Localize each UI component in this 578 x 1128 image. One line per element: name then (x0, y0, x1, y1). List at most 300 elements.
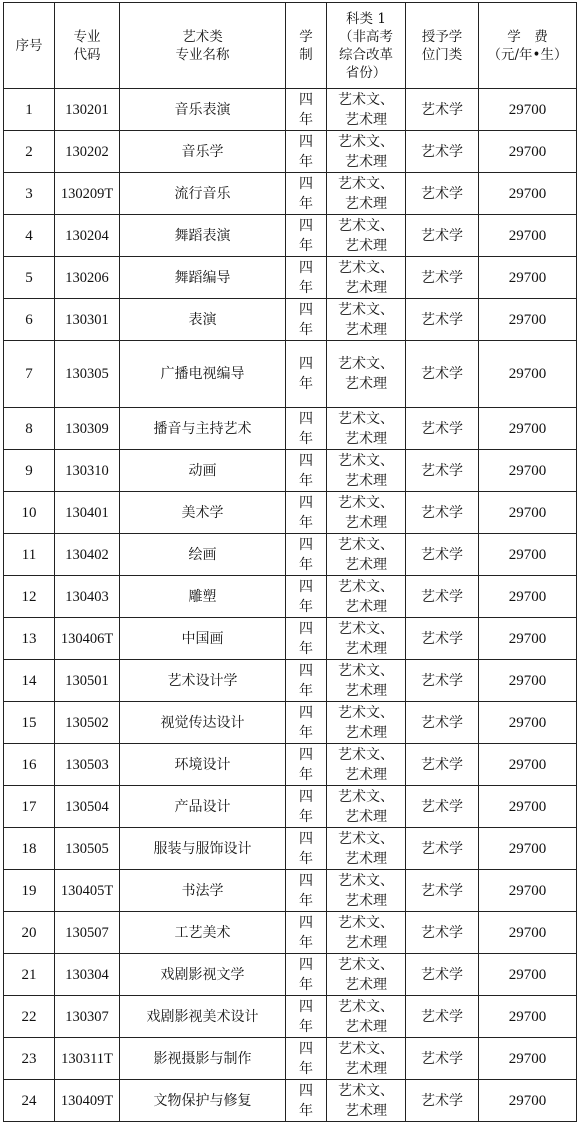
cell-degree: 艺术学 (406, 1038, 479, 1080)
cell-duration (286, 89, 327, 131)
cell-duration-line: 年 (299, 892, 313, 909)
cell-seq: 13 (4, 618, 55, 660)
cell-duration-line: 年 (299, 111, 313, 128)
cell-category-line: 艺术文、 (338, 133, 394, 150)
cell-degree: 艺术学 (406, 131, 479, 173)
header-row (4, 3, 577, 89)
cell-seq: 2 (4, 131, 55, 173)
cell-seq: 1 (4, 89, 55, 131)
cell-category-line: 艺术文、 (338, 1040, 394, 1057)
header-duration (286, 3, 327, 89)
cell-duration-line: 年 (299, 430, 313, 447)
cell-name: 流行音乐 (120, 173, 286, 215)
cell-seq: 8 (4, 408, 55, 450)
cell-category-line: 艺术文、 (338, 746, 394, 763)
cell-duration-line: 年 (299, 237, 313, 254)
header-category (327, 3, 406, 89)
cell-code: 130409T (55, 1080, 120, 1122)
cell-fee: 29700 (479, 660, 577, 702)
cell-category (327, 341, 406, 408)
table-body (4, 89, 577, 1122)
cell-seq: 3 (4, 173, 55, 215)
table-row (4, 1080, 577, 1122)
cell-category-line: 艺术理 (345, 321, 387, 338)
cell-duration-line: 四 (299, 704, 313, 721)
cell-category (327, 870, 406, 912)
cell-degree: 艺术学 (406, 173, 479, 215)
cell-fee: 29700 (479, 870, 577, 912)
cell-degree: 艺术学 (406, 702, 479, 744)
cell-degree: 艺术学 (406, 408, 479, 450)
cell-duration-line: 年 (299, 279, 313, 296)
cell-category (327, 744, 406, 786)
header-line: （元/年•生） (487, 46, 568, 63)
cell-duration-line: 年 (299, 153, 313, 170)
cell-category-line: 艺术理 (345, 1018, 387, 1035)
cell-name: 服装与服饰设计 (120, 828, 286, 870)
table-row (4, 408, 577, 450)
cell-fee: 29700 (479, 173, 577, 215)
cell-code: 130202 (55, 131, 120, 173)
cell-duration-line: 四 (299, 788, 313, 805)
cell-duration-line: 四 (299, 133, 313, 150)
cell-duration-line: 四 (299, 175, 313, 192)
cell-fee: 29700 (479, 131, 577, 173)
cell-seq: 12 (4, 576, 55, 618)
cell-duration-line: 年 (299, 556, 313, 573)
cell-duration (286, 828, 327, 870)
cell-duration-line: 年 (299, 321, 313, 338)
cell-seq: 4 (4, 215, 55, 257)
cell-degree: 艺术学 (406, 89, 479, 131)
cell-fee: 29700 (479, 341, 577, 408)
header-line: 学 费 (507, 28, 548, 45)
cell-category (327, 660, 406, 702)
cell-category-line: 艺术文、 (338, 872, 394, 889)
cell-duration-line: 四 (299, 259, 313, 276)
cell-seq: 6 (4, 299, 55, 341)
cell-category-line: 艺术理 (345, 195, 387, 212)
header-name (120, 3, 286, 89)
cell-duration-line: 四 (299, 410, 313, 427)
header-line: 专业名称 (175, 46, 230, 63)
cell-duration-line: 四 (299, 872, 313, 889)
cell-fee: 29700 (479, 618, 577, 660)
cell-category-line: 艺术理 (345, 850, 387, 867)
cell-duration-line: 四 (299, 91, 313, 108)
cell-name: 戏剧影视文学 (120, 954, 286, 996)
cell-name: 音乐表演 (120, 89, 286, 131)
cell-duration (286, 996, 327, 1038)
cell-duration-line: 四 (299, 578, 313, 595)
table-row (4, 702, 577, 744)
cell-fee: 29700 (479, 492, 577, 534)
cell-duration (286, 870, 327, 912)
cell-code: 130504 (55, 786, 120, 828)
header-line: （非高考 (339, 28, 393, 45)
header-line: 位门类 (421, 46, 463, 63)
cell-degree: 艺术学 (406, 744, 479, 786)
cell-category-line: 艺术文、 (338, 494, 394, 511)
cell-category-line: 艺术文、 (338, 998, 394, 1015)
cell-duration-line: 四 (299, 746, 313, 763)
cell-degree: 艺术学 (406, 912, 479, 954)
cell-duration (286, 257, 327, 299)
cell-code: 130401 (55, 492, 120, 534)
majors-table (3, 2, 577, 1122)
table-row (4, 299, 577, 341)
cell-category (327, 996, 406, 1038)
cell-seq: 23 (4, 1038, 55, 1080)
cell-fee: 29700 (479, 828, 577, 870)
cell-fee: 29700 (479, 954, 577, 996)
cell-seq: 5 (4, 257, 55, 299)
cell-duration-line: 四 (299, 1040, 313, 1057)
cell-category-line: 艺术文、 (338, 578, 394, 595)
table-row (4, 576, 577, 618)
cell-seq: 7 (4, 341, 55, 408)
cell-category-line: 艺术文、 (338, 301, 394, 318)
cell-name: 舞蹈编导 (120, 257, 286, 299)
cell-degree: 艺术学 (406, 492, 479, 534)
cell-fee: 29700 (479, 450, 577, 492)
cell-code: 130304 (55, 954, 120, 996)
cell-duration (286, 131, 327, 173)
cell-code: 130209T (55, 173, 120, 215)
cell-category-line: 艺术理 (345, 766, 387, 783)
cell-category-line: 艺术文、 (338, 914, 394, 931)
cell-degree: 艺术学 (406, 996, 479, 1038)
cell-category (327, 492, 406, 534)
cell-duration (286, 576, 327, 618)
cell-duration-line: 年 (299, 724, 313, 741)
cell-category-line: 艺术文、 (338, 91, 394, 108)
header-degree (406, 3, 479, 89)
cell-duration (286, 912, 327, 954)
cell-name: 影视摄影与制作 (120, 1038, 286, 1080)
cell-degree: 艺术学 (406, 660, 479, 702)
cell-category-line: 艺术理 (345, 430, 387, 447)
cell-category (327, 912, 406, 954)
header-line: 代码 (73, 46, 101, 63)
cell-fee: 29700 (479, 912, 577, 954)
cell-degree: 艺术学 (406, 257, 479, 299)
cell-name: 中国画 (120, 618, 286, 660)
cell-fee: 29700 (479, 534, 577, 576)
header-line: 科类 1 (346, 10, 386, 27)
cell-seq: 14 (4, 660, 55, 702)
cell-category-line: 艺术文、 (338, 259, 394, 276)
cell-fee: 29700 (479, 702, 577, 744)
cell-category (327, 702, 406, 744)
cell-category-line: 艺术理 (345, 1102, 387, 1119)
cell-code: 130206 (55, 257, 120, 299)
cell-duration (286, 408, 327, 450)
cell-code: 130502 (55, 702, 120, 744)
cell-seq: 11 (4, 534, 55, 576)
cell-name: 环境设计 (120, 744, 286, 786)
cell-degree: 艺术学 (406, 1080, 479, 1122)
table-row (4, 257, 577, 299)
cell-duration-line: 年 (299, 934, 313, 951)
cell-degree: 艺术学 (406, 870, 479, 912)
header-fee (479, 3, 577, 89)
table-row (4, 618, 577, 660)
cell-code: 130311T (55, 1038, 120, 1080)
cell-duration-line: 四 (299, 620, 313, 637)
cell-category (327, 173, 406, 215)
cell-category-line: 艺术文、 (338, 175, 394, 192)
cell-name: 文物保护与修复 (120, 1080, 286, 1122)
cell-category-line: 艺术理 (345, 237, 387, 254)
cell-category (327, 299, 406, 341)
cell-name: 产品设计 (120, 786, 286, 828)
table-row (4, 996, 577, 1038)
cell-category-line: 艺术理 (345, 514, 387, 531)
cell-duration (286, 1038, 327, 1080)
cell-fee: 29700 (479, 408, 577, 450)
cell-duration-line: 四 (299, 1082, 313, 1099)
cell-category-line: 艺术理 (345, 934, 387, 951)
cell-name: 美术学 (120, 492, 286, 534)
cell-code: 130204 (55, 215, 120, 257)
cell-category-line: 艺术理 (345, 598, 387, 615)
cell-duration (286, 618, 327, 660)
cell-category (327, 450, 406, 492)
cell-duration (286, 215, 327, 257)
table-row (4, 492, 577, 534)
cell-duration (286, 450, 327, 492)
cell-category-line: 艺术理 (345, 556, 387, 573)
cell-category-line: 艺术理 (345, 724, 387, 741)
cell-fee: 29700 (479, 299, 577, 341)
cell-code: 130505 (55, 828, 120, 870)
header-line: 艺术类 (182, 28, 223, 45)
cell-duration-line: 四 (299, 452, 313, 469)
cell-category-line: 艺术理 (345, 153, 387, 170)
cell-degree: 艺术学 (406, 618, 479, 660)
cell-category-line: 艺术文、 (338, 356, 394, 372)
cell-degree: 艺术学 (406, 576, 479, 618)
header-seq (4, 3, 55, 89)
cell-category-line: 艺术理 (345, 111, 387, 128)
header-line: 省份） (345, 64, 387, 81)
cell-duration-line: 四 (299, 301, 313, 318)
cell-duration-line: 年 (299, 976, 313, 993)
cell-degree: 艺术学 (406, 828, 479, 870)
cell-degree: 艺术学 (406, 450, 479, 492)
cell-fee: 29700 (479, 89, 577, 131)
cell-category-line: 艺术理 (345, 1060, 387, 1077)
cell-duration-line: 四 (299, 830, 313, 847)
cell-category-line: 艺术理 (345, 376, 387, 392)
cell-duration-line: 年 (299, 1060, 313, 1077)
cell-degree: 艺术学 (406, 534, 479, 576)
cell-category (327, 786, 406, 828)
cell-category-line: 艺术文、 (338, 620, 394, 637)
cell-category-line: 艺术文、 (338, 956, 394, 973)
cell-fee: 29700 (479, 744, 577, 786)
cell-duration-line: 年 (299, 514, 313, 531)
cell-category (327, 131, 406, 173)
header-line: 专业 (73, 28, 101, 45)
cell-code: 130402 (55, 534, 120, 576)
table-row (4, 341, 577, 408)
cell-category (327, 534, 406, 576)
cell-duration-line: 四 (299, 956, 313, 973)
cell-seq: 22 (4, 996, 55, 1038)
cell-duration-line: 年 (299, 195, 313, 212)
cell-duration (286, 492, 327, 534)
cell-fee: 29700 (479, 257, 577, 299)
cell-category (327, 257, 406, 299)
table-row (4, 173, 577, 215)
cell-name: 戏剧影视美术设计 (120, 996, 286, 1038)
cell-seq: 17 (4, 786, 55, 828)
table-row (4, 870, 577, 912)
cell-fee: 29700 (479, 576, 577, 618)
cell-seq: 21 (4, 954, 55, 996)
cell-duration (286, 744, 327, 786)
cell-code: 130406T (55, 618, 120, 660)
cell-name: 书法学 (120, 870, 286, 912)
cell-name: 绘画 (120, 534, 286, 576)
cell-name: 表演 (120, 299, 286, 341)
cell-fee: 29700 (479, 1080, 577, 1122)
cell-category-line: 艺术文、 (338, 217, 394, 234)
cell-degree: 艺术学 (406, 341, 479, 408)
table-row (4, 450, 577, 492)
cell-name: 艺术设计学 (120, 660, 286, 702)
cell-category-line: 艺术文、 (338, 410, 394, 427)
cell-category (327, 215, 406, 257)
cell-category-line: 艺术理 (345, 640, 387, 657)
cell-duration-line: 四 (299, 217, 313, 234)
cell-name: 视觉传达设计 (120, 702, 286, 744)
cell-category (327, 408, 406, 450)
cell-category-line: 艺术文、 (338, 830, 394, 847)
cell-seq: 16 (4, 744, 55, 786)
cell-name: 舞蹈表演 (120, 215, 286, 257)
cell-category-line: 艺术理 (345, 472, 387, 489)
cell-code: 130507 (55, 912, 120, 954)
cell-duration (286, 341, 327, 408)
cell-duration (286, 173, 327, 215)
cell-degree: 艺术学 (406, 954, 479, 996)
cell-code: 130301 (55, 299, 120, 341)
table-row (4, 912, 577, 954)
table-row (4, 744, 577, 786)
cell-category-line: 艺术理 (345, 808, 387, 825)
cell-code: 130307 (55, 996, 120, 1038)
table-container (3, 2, 577, 1122)
cell-degree: 艺术学 (406, 215, 479, 257)
cell-duration-line: 年 (299, 598, 313, 615)
cell-seq: 20 (4, 912, 55, 954)
table-row (4, 954, 577, 996)
cell-duration-line: 年 (299, 1018, 313, 1035)
cell-duration (286, 702, 327, 744)
cell-category-line: 艺术文、 (338, 452, 394, 469)
cell-category-line: 艺术文、 (338, 536, 394, 553)
cell-fee: 29700 (479, 996, 577, 1038)
cell-category (327, 89, 406, 131)
header-line: 综合改革 (339, 46, 393, 63)
cell-name: 音乐学 (120, 131, 286, 173)
table-row (4, 786, 577, 828)
cell-category (327, 618, 406, 660)
cell-duration-line: 年 (299, 472, 313, 489)
cell-duration (286, 954, 327, 996)
cell-name: 动画 (120, 450, 286, 492)
table-row (4, 534, 577, 576)
cell-duration-line: 四 (299, 494, 313, 511)
cell-category (327, 1080, 406, 1122)
cell-duration (286, 660, 327, 702)
cell-degree: 艺术学 (406, 299, 479, 341)
cell-duration-line: 四 (299, 998, 313, 1015)
table-row (4, 215, 577, 257)
cell-category-line: 艺术理 (345, 279, 387, 296)
cell-duration (286, 534, 327, 576)
cell-seq: 15 (4, 702, 55, 744)
cell-category (327, 954, 406, 996)
cell-category-line: 艺术文、 (338, 1082, 394, 1099)
table-row (4, 1038, 577, 1080)
cell-name: 雕塑 (120, 576, 286, 618)
cell-degree: 艺术学 (406, 786, 479, 828)
cell-seq: 24 (4, 1080, 55, 1122)
cell-fee: 29700 (479, 1038, 577, 1080)
cell-seq: 19 (4, 870, 55, 912)
cell-duration-line: 四 (299, 536, 313, 553)
cell-fee: 29700 (479, 786, 577, 828)
cell-code: 130501 (55, 660, 120, 702)
cell-code: 130309 (55, 408, 120, 450)
cell-category (327, 576, 406, 618)
cell-code: 130405T (55, 870, 120, 912)
cell-duration-line: 年 (299, 766, 313, 783)
cell-duration-line: 年 (299, 640, 313, 657)
cell-code: 130310 (55, 450, 120, 492)
cell-category-line: 艺术理 (345, 976, 387, 993)
cell-name: 广播电视编导 (120, 341, 286, 408)
header-line: 学 (299, 28, 313, 45)
cell-category-line: 艺术文、 (338, 788, 394, 805)
cell-code: 130201 (55, 89, 120, 131)
cell-name: 播音与主持艺术 (120, 408, 286, 450)
cell-seq: 9 (4, 450, 55, 492)
cell-fee: 29700 (479, 215, 577, 257)
header-line: 序号 (15, 37, 43, 54)
table-row (4, 828, 577, 870)
cell-category-line: 艺术理 (345, 892, 387, 909)
cell-seq: 10 (4, 492, 55, 534)
cell-duration-line: 四 (299, 662, 313, 679)
cell-code: 130305 (55, 341, 120, 408)
cell-category (327, 828, 406, 870)
cell-code: 130503 (55, 744, 120, 786)
table-row (4, 89, 577, 131)
cell-duration-line: 年 (299, 850, 313, 867)
cell-duration (286, 786, 327, 828)
cell-code: 130403 (55, 576, 120, 618)
cell-duration (286, 299, 327, 341)
cell-category-line: 艺术理 (345, 682, 387, 699)
cell-duration (286, 1080, 327, 1122)
cell-category (327, 1038, 406, 1080)
cell-category-line: 艺术文、 (338, 662, 394, 679)
